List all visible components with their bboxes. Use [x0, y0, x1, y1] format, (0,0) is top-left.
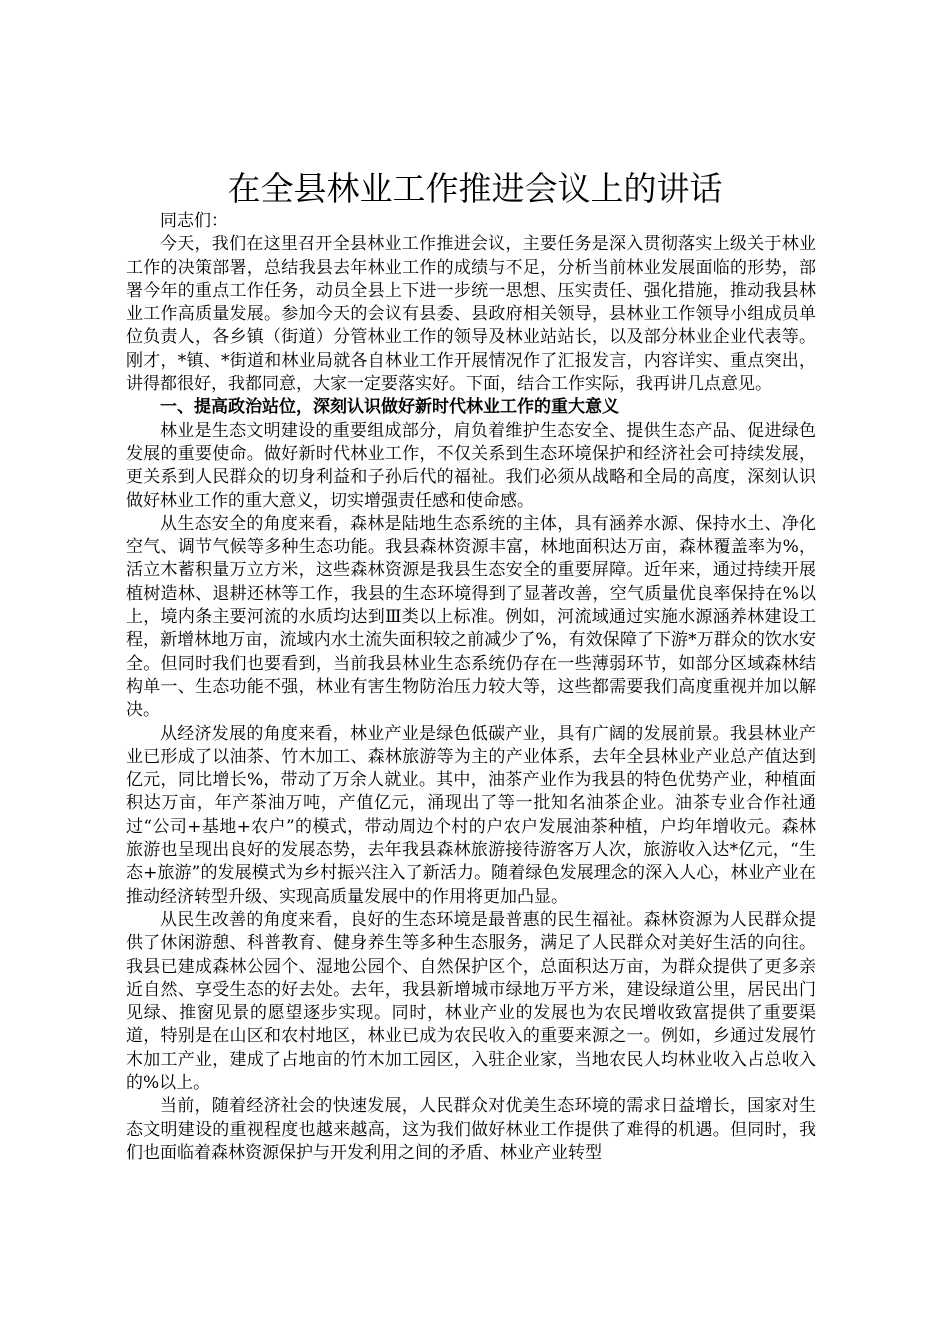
- paragraph-ecological-security: 从生态安全的角度来看，森林是陆地生态系统的主体，具有涵养水源、保持水土、净化空气、调节气候等多种生态功能。我县森林资源丰富，林地面积达万亩，森林覆盖率为%，活立木蓄积量万立方米，这些森林资源是我县生态安全的重要屏障。近年来，通过持续开展植树造林、退耕还林等工作，我县的生态环境得到了显著改善，空气质量优良率保持在%以上，境内条主要河流的水质均达到Ⅲ类以上标准。例如，河流域通过实施水源涵养林建设工程，新增林地万亩，流域内水土流失面积较之前减少了%，有效保障了下游*万群众的饮水安全。但同时我们也要看到，当前我县林业生态系统仍存在一些薄弱环节，如部分区域森林结构单一、生态功能不强，林业有害生物防治压力较大等，这些都需要我们高度重视并加以解决。: [126, 513, 816, 721]
- paragraph-livelihood: 从民生改善的角度来看，良好的生态环境是最普惠的民生福祉。森林资源为人民群众提供了休闲游憩、科普教育、健身养生等多种生态服务，满足了人民群众对美好生活的向往。我县已建成森林公园个、湿地公园个、自然保护区个，总面积达万亩，为群众提供了更多亲近自然、享受生态的好去处。去年，我县新增城市绿地万平方米，建设绿道公里，居民出门见绿、推窗见景的愿望逐步实现。同时，林业产业的发展也为农民增收致富提供了重要渠道，特别是在山区和农村地区，林业已成为农民收入的重要来源之一。例如，乡通过发展竹木加工产业，建成了占地亩的竹木加工园区，入驻企业家，当地农民人均林业收入占总收入的%以上。: [126, 909, 816, 1093]
- document-body: [126, 210, 816, 1165]
- paragraph-economic-development: 从经济发展的角度来看，林业产业是绿色低碳产业，具有广阔的发展前景。我县林业产业已形成了以油茶、竹木加工、森林旅游等为主的产业体系，去年全县林业产业总产值达到亿元，同比增长%，带动了万余人就业。其中，油茶产业作为我县的特色优势产业，种植面积达万亩，年产茶油万吨，产值亿元，涌现出了等一批知名油茶企业。油茶专业合作社通过“公司+基地+农户”的模式，带动周边个村的户农户发展油茶种植，户均年增收元。森林旅游也呈现出良好的发展态势，去年我县森林旅游接待游客万人次，旅游收入达*亿元，“生态+旅游”的发展模式为乡村振兴注入了新活力。随着绿色发展理念的深入人心，林业产业在推动经济转型升级、实现高质量发展中的作用将更加凸显。: [126, 723, 816, 907]
- paragraph-current-situation: 当前，随着经济社会的快速发展，人民群众对优美生态环境的需求日益增长，国家对生态文明建设的重视程度也越来越高，这为我们做好林业工作提供了难得的机遇。但同时，我们也面临着森林资源保护与开发利用之间的矛盾、林业产业转型: [126, 1096, 816, 1163]
- section-heading-1: 一、提高政治站位，深刻认识做好新时代林业工作的重大意义: [160, 397, 619, 418]
- paragraph-opening: 今天，我们在这里召开全县林业工作推进会议，主要任务是深入贯彻落实上级关于林业工作的决策部署，总结我县去年林业工作的成绩与不足，分析当前林业发展面临的形势，部署今年的重点工作任务，动员全县上下进一步统一思想、压实责任、强化措施，推动我县林业工作高质量发展。参加今天的会议有县委、县政府相关领导，县林业工作领导小组成员单位负责人，各乡镇（街道）分管林业工作的领导及林业站站长，以及部分林业企业代表等。刚才，*镇、*街道和林业局就各自林业工作开展情况作了汇报发言，内容详实、重点突出，讲得都很好，我都同意，大家一定要落实好。下面，结合工作实际，我再讲几点意见。: [126, 234, 816, 395]
- salutation: 同志们：: [160, 211, 228, 231]
- paragraph-significance: 林业是生态文明建设的重要组成部分，肩负着维护生态安全、提供生态产品、促进绿色发展的重要使命。做好新时代林业工作，不仅关系到生态环境保护和经济社会可持续发展，更关系到人民群众的切身利益和子孙后代的福祉。我们必须从战略和全局的高度，深刻认识做好林业工作的重大意义，切实增强责任感和使命感。: [126, 420, 816, 511]
- document-title: 在全县林业工作推进会议上的讲话: [227, 169, 723, 208]
